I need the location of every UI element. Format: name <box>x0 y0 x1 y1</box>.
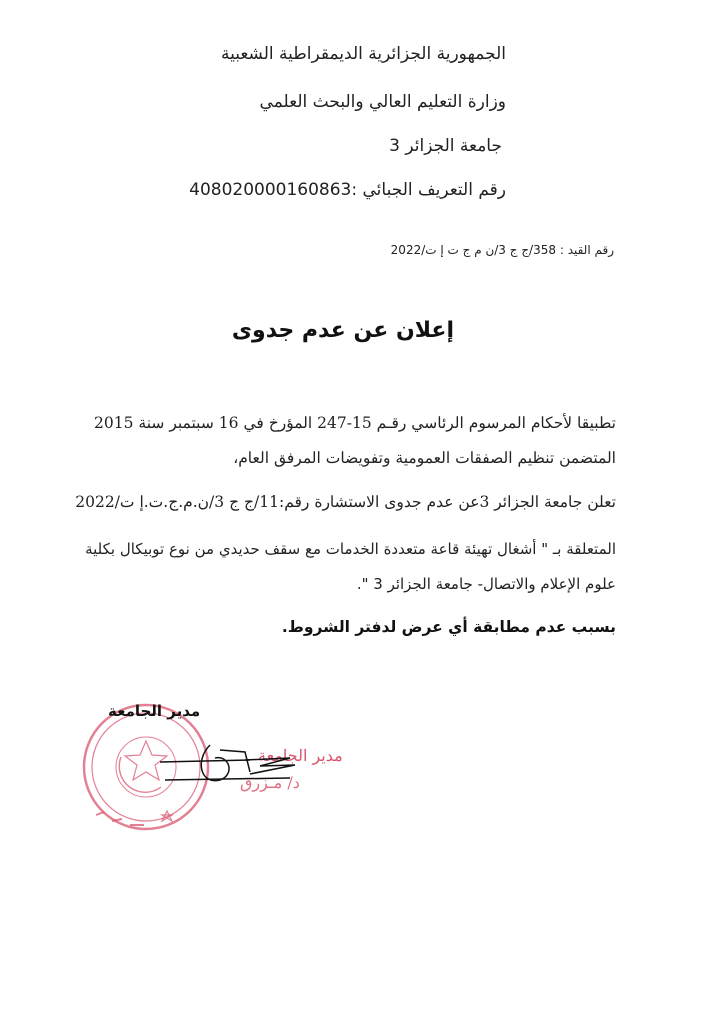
stamp-title: مدير الجامعة <box>258 746 343 765</box>
header-tax-id: رقم التعريف الجبائي :408020000160863 <box>189 180 506 200</box>
body-paragraph-2: تعلن جامعة الجزائر 3عن عدم جدوى الاستشارة رقم:11/ج ج 3/ن.م.ج.ت.إ ت/2022 <box>75 493 616 511</box>
body-paragraph-3-line-2: علوم الإعلام والاتصال- جامعة الجزائر 3 ". <box>356 575 616 593</box>
signature-title: مدير الجامعة <box>108 702 201 720</box>
body-paragraph-1-line-1: تطبيقا لأحكام المرسوم الرئاسي رقـم 15-247 المؤرخ في 16 سبتمبر سنة 2015 <box>94 414 616 432</box>
header-university: جامعة الجزائر 3 <box>389 136 502 156</box>
body-paragraph-1-line-2: المتضمن تنظيم الصفقات العمومية وتفويضات المرفق العام، <box>233 449 616 467</box>
stamp-name: د/ مـزرق <box>240 773 300 792</box>
handwritten-signature-icon <box>150 740 300 790</box>
body-paragraph-3-line-1: المتعلقة بـ " أشغال تهيئة قاعة متعددة الخدمات مع سقف حديدي من نوع توبيكال بكلية <box>85 540 616 558</box>
announcement-title: إعلان عن عدم جدوى <box>231 318 454 343</box>
header-republic: الجمهورية الجزائرية الديمقراطية الشعبية <box>220 44 506 64</box>
body-paragraph-4: بسبب عدم مطابقة أي عرض لدفتر الشروط. <box>281 618 616 636</box>
reference-number: رقم القيد : 358/ج ج 3/ن م ج ت إ ت/2022 <box>390 243 614 257</box>
header-ministry: وزارة التعليم العالي والبحث العلمي <box>259 92 506 112</box>
